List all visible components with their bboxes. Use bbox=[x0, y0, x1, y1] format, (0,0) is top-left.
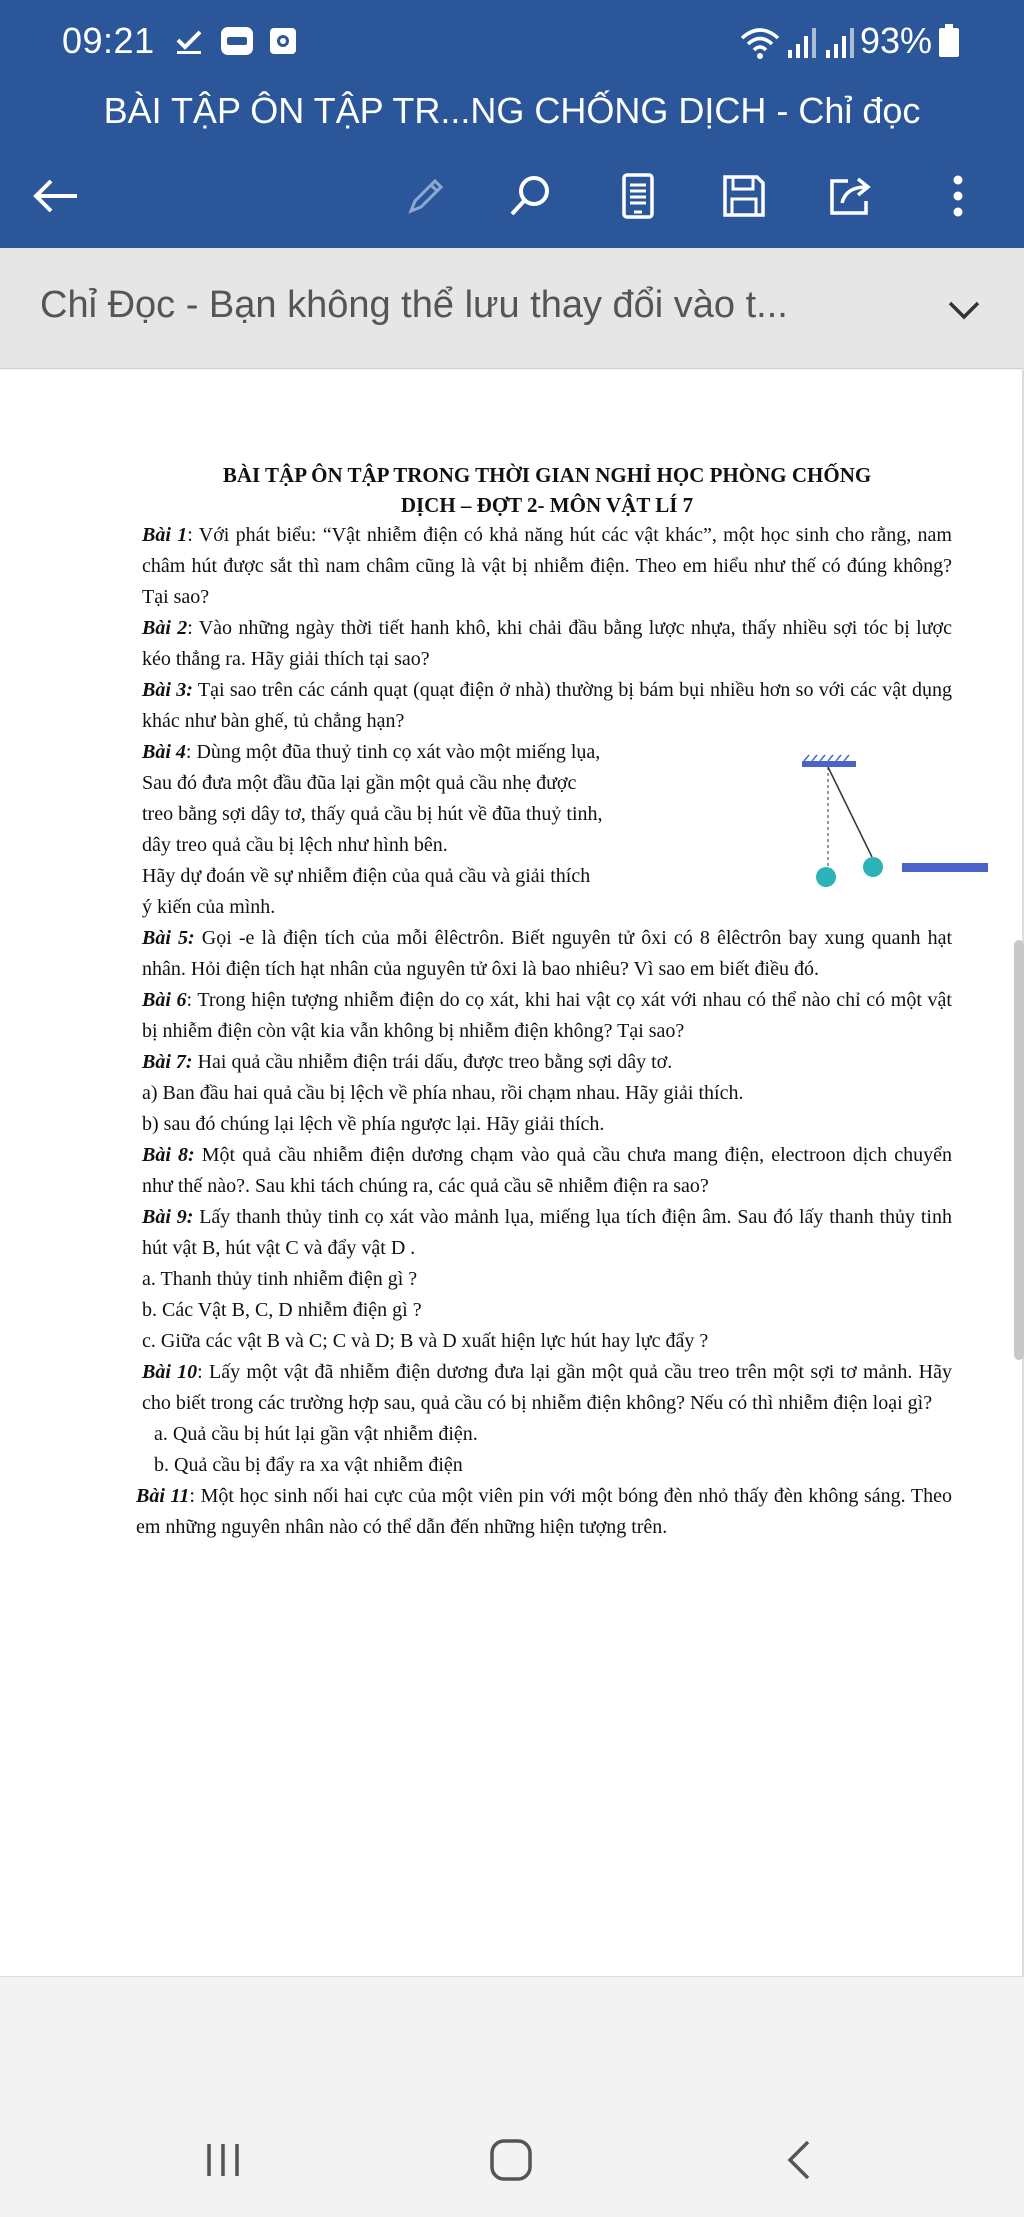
signal-icon bbox=[786, 26, 820, 65]
save-button[interactable] bbox=[712, 164, 776, 228]
pendulum-figure bbox=[792, 747, 992, 927]
exercise-10: Bài 10: Lấy một vật đã nhiễm điện dương đưa lại gần một quả cầu treo trên một sợi tơ mảnh. Hãy cho biết trong các trường hợp sau, quả cầu có bị nhiễm điện không? Nếu có thì nhiễm điện loại gì? bbox=[142, 1361, 952, 1414]
read-only-message: Chỉ Đọc - Bạn không thể lưu thay đổi vào t... bbox=[40, 284, 788, 326]
document-page[interactable] bbox=[0, 370, 1024, 1977]
check-icon bbox=[174, 26, 204, 61]
exercise-6: Bài 6: Trong hiện tượng nhiễm điện do cọ xát, khi hai vật cọ xát với nhau có thể nào chỉ có một vật bị nhiễm điện còn vật kia vẫn không bị nhiễm điện không? Tại sao? bbox=[142, 989, 952, 1042]
search-icon bbox=[506, 172, 554, 220]
save-icon bbox=[721, 173, 767, 219]
scrollbar[interactable] bbox=[1014, 940, 1024, 1360]
back-icon bbox=[782, 2138, 816, 2182]
document-content bbox=[136, 460, 953, 1543]
battery-icon bbox=[938, 24, 960, 63]
home-icon bbox=[488, 2137, 534, 2183]
signal-icon bbox=[824, 26, 858, 65]
mobile-view-button[interactable] bbox=[606, 164, 670, 228]
exercise-9a: a. Thanh thủy tinh nhiễm điện gì ? bbox=[142, 1268, 418, 1290]
read-only-banner[interactable] bbox=[0, 248, 1024, 369]
exercise-7: Bài 7: Hai quả cầu nhiễm điện trái dấu, được treo bằng sợi dây tơ. bbox=[142, 1051, 673, 1073]
exercise-1: Bài 1: Với phát biểu: “Vật nhiễm điện có khả năng hút các vật khác”, một học sinh cho rằng, nam châm hút được sắt thì nam châm cũng là vật bị nhiễm điện. Theo em hiểu như thế có đúng không? Tại sao? bbox=[142, 524, 952, 608]
doc-heading: BÀI TẬP ÔN TẬP TRONG THỜI GIAN NGHỈ HỌC PHÒNG CHỐNG bbox=[222, 463, 872, 487]
chevron-down-icon[interactable] bbox=[944, 290, 984, 330]
edit-icon bbox=[403, 173, 449, 219]
back-icon bbox=[31, 176, 81, 216]
zalo-icon bbox=[220, 26, 254, 61]
recents-icon bbox=[203, 2140, 243, 2180]
recents-button[interactable] bbox=[188, 2130, 258, 2190]
wifi-icon bbox=[740, 26, 780, 65]
more-icon bbox=[952, 174, 964, 218]
battery-percent: 93% bbox=[859, 20, 932, 61]
exercise-2: Bài 2: Vào những ngày thời tiết hanh khô, khi chải đầu bằng lược nhựa, thấy nhiều sợi tóc bị lược kéo thẳng ra. Hãy giải thích tại sao? bbox=[142, 617, 952, 670]
status-bar bbox=[0, 0, 1024, 86]
system-nav-bar bbox=[0, 2100, 1024, 2217]
mobile-view-icon bbox=[621, 173, 655, 219]
exercise-7b: b) sau đó chúng lại lệch về phía ngược lại. Hãy giải thích. bbox=[142, 1113, 605, 1135]
document-title: BÀI TẬP ÔN TẬP TR...NG CHỐNG DỊCH - Chỉ đọc bbox=[103, 90, 921, 131]
status-time: 09:21 bbox=[62, 20, 155, 61]
app-bar bbox=[0, 0, 1024, 248]
exercise-8: Bài 8: Một quả cầu nhiễm điện dương chạm vào quả cầu chưa mang điện, electroon dịch chuyển như thế nào?. Sau khi tách chúng ra, các quả cầu sẽ nhiễm điện ra sao? bbox=[142, 1144, 953, 1197]
screenshot-icon bbox=[268, 26, 298, 61]
exercise-7a: a) Ban đầu hai quả cầu bị lệch về phía nhau, rồi chạm nhau. Hãy giải thích. bbox=[142, 1082, 744, 1104]
doc-heading: DỊCH – ĐỢT 2- MÔN VẬT LÍ 7 bbox=[400, 493, 694, 517]
edit-button[interactable] bbox=[394, 164, 458, 228]
exercise-9b: b. Các Vật B, C, D nhiễm điện gì ? bbox=[142, 1299, 422, 1321]
exercise-11: Bài 11: Một học sinh nối hai cực của một viên pin với một bóng đèn nhỏ thấy đèn không sáng. Theo em những nguyên nhân nào có thể dẫn đến những hiện tượng trên. bbox=[136, 1485, 952, 1538]
search-button[interactable] bbox=[498, 164, 562, 228]
exercise-9c: c. Giữa các vật B và C; C và D; B và D xuất hiện lực hút hay lực đẩy ? bbox=[142, 1330, 709, 1352]
exercise-10b: b. Quả cầu bị đẩy ra xa vật nhiễm điện bbox=[154, 1454, 463, 1476]
toolbar bbox=[0, 150, 1024, 240]
share-button[interactable] bbox=[818, 164, 882, 228]
nav-back-button[interactable] bbox=[764, 2130, 834, 2190]
back-button[interactable] bbox=[24, 164, 88, 228]
exercise-4: Bài 4: Dùng một đũa thuỷ tinh cọ xát vào một miếng lụa, Sau đó đưa một đầu đũa lại gần một quả cầu nhẹ được treo bằng sợi dây tơ, thấy quả cầu bị hút về đũa thuỷ tinh, dây treo quả cầu bị lệch như hình bên. Hãy dự đoán về sự nhiễm điện của quả cầu và giải thích ý kiến của mình. bbox=[142, 737, 952, 923]
exercise-9: Bài 9: Lấy thanh thủy tinh cọ xát vào mảnh lụa, miếng lụa tích điện âm. Sau đó lấy thanh thủy tinh hút vật B, hút vật C và đẩy vật D . bbox=[142, 1206, 952, 1259]
exercise-10a: a. Quả cầu bị hút lại gần vật nhiễm điện. bbox=[154, 1423, 478, 1445]
more-options-button[interactable] bbox=[926, 164, 990, 228]
home-button[interactable] bbox=[476, 2130, 546, 2190]
exercise-3: Bài 3: Tại sao trên các cánh quạt (quạt điện ở nhà) thường bị bám bụi nhiều hơn so với các vật dụng khác như bàn ghế, tủ chẳng hạn? bbox=[142, 679, 953, 732]
share-icon bbox=[826, 173, 874, 219]
exercise-5: Bài 5: Gọi -e là điện tích của mỗi êlêctrôn. Biết nguyên tử ôxi có 8 êlêctrôn bay xung quanh hạt nhân. Hỏi điện tích hạt nhân của nguyên tử ôxi là bao nhiêu? Vì sao em biết điều đó. bbox=[142, 927, 953, 980]
